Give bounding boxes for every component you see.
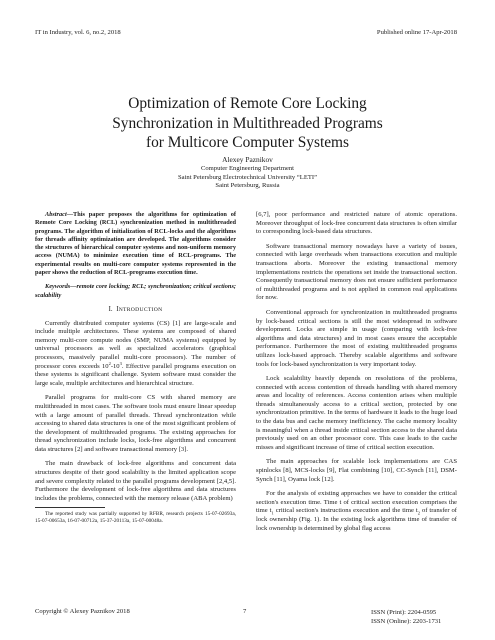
published-date: Published online 17-Apr-2018 bbox=[376, 29, 457, 36]
section-rest: NTRODUCTION bbox=[118, 306, 163, 313]
funding-footnote: The reported study was partially supported by RFBR, research projects 15-07-02693a, 15-07-00653a, 16-07-00712a, 15-37-20113a, 15-07-00048a. bbox=[35, 511, 236, 525]
abstract-lead: Abstract bbox=[45, 211, 67, 218]
paper-title bbox=[0, 94, 495, 153]
section-numeral: I. bbox=[108, 305, 113, 313]
left-column bbox=[35, 211, 236, 531]
author-name: Alexey Paznikov bbox=[222, 155, 273, 164]
paragraph: Software transactional memory nowadays have a variety of issues, connected with large overheads when transactions execution and multiple transactions aborts. Moreover the existing transactional memory implementations restricts the operations set inside the transactional section. Consequently transactional memory does not ensure sufficient performance of multithreaded programs and is not applied in common real applications for now. bbox=[256, 242, 457, 302]
issn-print: ISSN (Print): 2204-0595 bbox=[371, 609, 437, 616]
paragraph: Lock scalability heavily depends on resolutions of the problems, connected with access contention of threads handling with shared memory areas and locality of references. Access contention arises when multiple threads simultaneously access to a critical section, protected by one synchronization primitive. In the terms of hardware it leads to the huge load to the data bus and cache memory inefficiency. The cache memory locality is meaningful when a thread inside critical section access to the shared data previously used on an other processor core. This case leads to the cache misses and significant increase of time of critical section execution. bbox=[256, 375, 457, 451]
paragraph: For the analysis of existing approaches we have to consider the critical section's execution time. Time t of critical section execution comprises the time $t_1$ critical section's instructions execution and the time $t_2$ of transfer of lock ownership (Fig. 1). In the existing lock algorithms time of transfer of lock ownership is determined by global flag access bbox=[256, 490, 457, 532]
footnote-divider bbox=[35, 507, 105, 508]
issn-online: ISSN (Online): 2203-1731 bbox=[371, 618, 442, 625]
paragraph: The main drawback of lock-free algorithms and concurrent data structures despite of their good scalability is the limited application scope and severe complexity related to the parallel programs development [2,4,5]. Furthermore the development of lock-free algorithms and data structures includes the problems, connected with the memory release (ABA problem) bbox=[35, 460, 236, 502]
title-line-3: for Multicore Computer Systems bbox=[145, 134, 350, 151]
page-number: 7 bbox=[243, 608, 247, 615]
section-heading bbox=[35, 306, 236, 315]
section-first-letter: I bbox=[116, 305, 119, 313]
keywords: Keywords—remote core locking; RCL; synchronization; critical sections; scalability bbox=[35, 283, 236, 299]
author-block bbox=[0, 156, 495, 191]
abstract-text: —This paper proposes the algorithms for optimization of Remote Core Locking (RCL) synchronization method in multithreaded programs. The algorithm of initialization of RCL-locks and the algorithms for threads affinity optimization are developed. The algorithms consider the structures of hierarchical computer systems and non-uniform memory access (NUMA) to minimize execution time of RCL-programs. The experimental results on multi-core computer systems represented in the paper shows the reduction of RCL-programs execution time. bbox=[35, 211, 236, 277]
author-university: Saint Petersburg Electrotechnical University “LETI” bbox=[177, 173, 318, 181]
paragraph: [6,7], poor performance and restricted nature of atomic operations. Moreover throughput of lock-free concurrent data structures is often similar to corresponding lock-based data structures. bbox=[256, 211, 457, 236]
issn-block bbox=[371, 608, 441, 626]
author-city: Saint Petersburg, Russia bbox=[215, 182, 280, 190]
paragraph: Currently distributed computer systems (CS) [1] are large-scale and include multiple architectures. These systems are composed of shared memory multi-core compute nodes (SMP, NUMA systems) equipped by universal processors as well as specialized accelerators (graphical processors, massively parallel multi-core processors). The number of processor cores exceeds $10^2-10^3$. Effective parallel programs execution on these systems is significant challenge. System software must consider the large scale, multiple architectures and hierarchical structure. bbox=[35, 319, 236, 387]
title-line-2: Synchronization in Multithreaded Programs bbox=[112, 114, 383, 132]
paragraph: Conventional approach for synchronization in multithreaded programs by lock-based critical sections is still the most widespread in software development. Locks are simple in usage (comparing with lock-free algorithms and data structures) and in most cases ensure the acceptable performance. Furthermore the most of existing multithreaded programs utilizes lock-based approach. Thereby scalable algorithms and software tools for lock-based synchronization is very important today. bbox=[256, 308, 457, 368]
journal-header: IT in Industry, vol. 6, no.2, 2018 bbox=[35, 29, 121, 36]
copyright: Copyright © Alexey Paznikov 2018 bbox=[35, 608, 130, 615]
author-department: Computer Engineering Department bbox=[200, 164, 295, 172]
title-line-1: Optimization of Remote Core Locking bbox=[128, 95, 367, 112]
paragraph: Parallel programs for multi-core CS with shared memory are multithreaded in most cases. The software tools must ensure linear speedup with a large amount of parallel threads. Thread synchronization while accessing to shared data structures is one of the most significant problem of the development of multithreaded programs. The existing approaches for thread synchronization include locks, lock-free algorithms and concurrent data structures [2] and software transactional memory [3]. bbox=[35, 394, 236, 453]
paragraph: The main approaches for scalable lock implementations are CAS spinlocks [8], MCS-locks [9], Flat combining [10], CC-Synch [11], DSM-Synch [11], Oyama lock [12]. bbox=[256, 458, 457, 483]
right-column bbox=[256, 211, 457, 539]
abstract bbox=[35, 211, 236, 277]
